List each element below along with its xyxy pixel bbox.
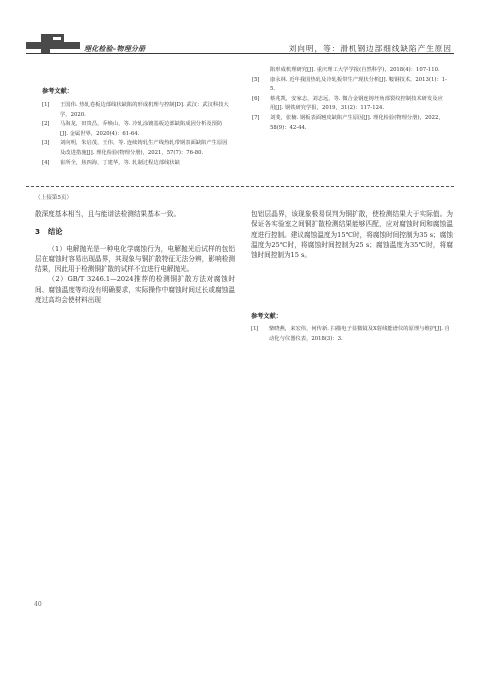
running-head: 刘向明，等：滑机钢边部细线缺陷产生原因: [288, 44, 452, 53]
reference-list: [252, 66, 448, 133]
reference-item: [4] 崔所全，焦四海，丁建华，等. 轧制过程边部线状缺: [42, 159, 180, 166]
continued-from-note: （上接第5页）: [35, 195, 73, 201]
journal-logo-icon: [26, 34, 80, 54]
reference-item: [2] 马海龙，田贵昌，乔焕山，等. 冷轧涂镀基板边部缺陷成因分析及预防[J]. 金属世界，2020(4)：61-64.: [42, 121, 223, 137]
reference-item: [5] 康永林. 近年我国热轧及冷轧板带生产现状分析[J]. 鞍钢技术，2013(1)：1-5.: [252, 76, 447, 93]
reference-item: 陷形成机理研究[J]. 重庆理工大学学报(自然科学)，2018(4)：107-110.: [270, 67, 440, 73]
reference-item: [3] 刘向明，朱启茂，王伟，等. 连续铸轧生产线热轧带钢表面缺陷产生原因及改进措施[J]. 理化检验(物理分册)，2021，57(7)：76-80.: [42, 140, 228, 156]
references-bottom: [251, 311, 453, 344]
journal-name: 理化检验–物理分册: [84, 45, 146, 53]
body-right-column: [251, 209, 453, 260]
references-top-left: [42, 86, 230, 168]
reference-item: [1] 王国伟. 热轧卷板边部线状缺陷的形成机理与控制[D]. 武汉：武汉科技大学，2020.: [42, 102, 229, 118]
reference-item: [6] 蔡兆凯，安家志，刘志远，等. 微合金钢连铸坯角部裂纹控制技术研发及应用[J]. 钢铁研究学报，2019，31(2)：117-124.: [252, 95, 443, 112]
reference-list: [251, 325, 453, 344]
body-left-column: [35, 209, 235, 305]
section-heading: 3 结论: [35, 227, 63, 237]
reference-item: [1] 柴晓燕，来宏伟，何传新. 扫描电子显微镜及X射线能谱仪的原理与维护[J]. 自动化与仪器仪表，2018(3)：3.: [251, 326, 450, 342]
references-heading: 参考文献：: [42, 88, 73, 95]
references-top-right: [252, 66, 448, 133]
body-paragraph: 包铝层晶界，该现象极易误判为铜扩散，使检测结果大于实际值。为保证各实验室之间铜扩散检测结果能够匹配，应对腐蚀时间和腐蚀温度进行控制。建议腐蚀温度为15℃时，将腐蚀时间控制为35 s；腐蚀温度为25℃时，将腐蚀时间控制为25 s；腐蚀温度为35℃时，将腐蚀时间控制为15 s。: [251, 210, 453, 260]
header-rule: [26, 53, 454, 54]
body-paragraph: 散深度基本相当，且与能谱法检测结果基本一致。: [35, 210, 181, 218]
body-paragraph: （2）GB/T 3246.1—2024推荐的检测铜扩散方法对腐蚀时间、腐蚀温度等均没有明确要求，实际操作中腐蚀时间过长或腐蚀温度过高均会使材料出现: [35, 275, 235, 305]
page-number: 40: [34, 601, 42, 608]
dashed-separator: [26, 186, 454, 187]
reference-item: [7] 刘斐，张楠. 钢板表面翘皮缺陷产生原因[J]. 理化检验(物理分册)，2022，58(9)：42-44.: [252, 114, 444, 131]
body-paragraph: （1）电解抛光是一种电化学腐蚀行为，电解抛光后试样的包铝层在腐蚀时容易出现晶界，其现象与铜扩散特征无法分辨，影响检测结果，因此用于检测铜扩散的试样不宜进行电解抛光。: [35, 244, 235, 274]
reference-list: [42, 101, 230, 168]
references-heading: 参考文献：: [251, 313, 282, 320]
